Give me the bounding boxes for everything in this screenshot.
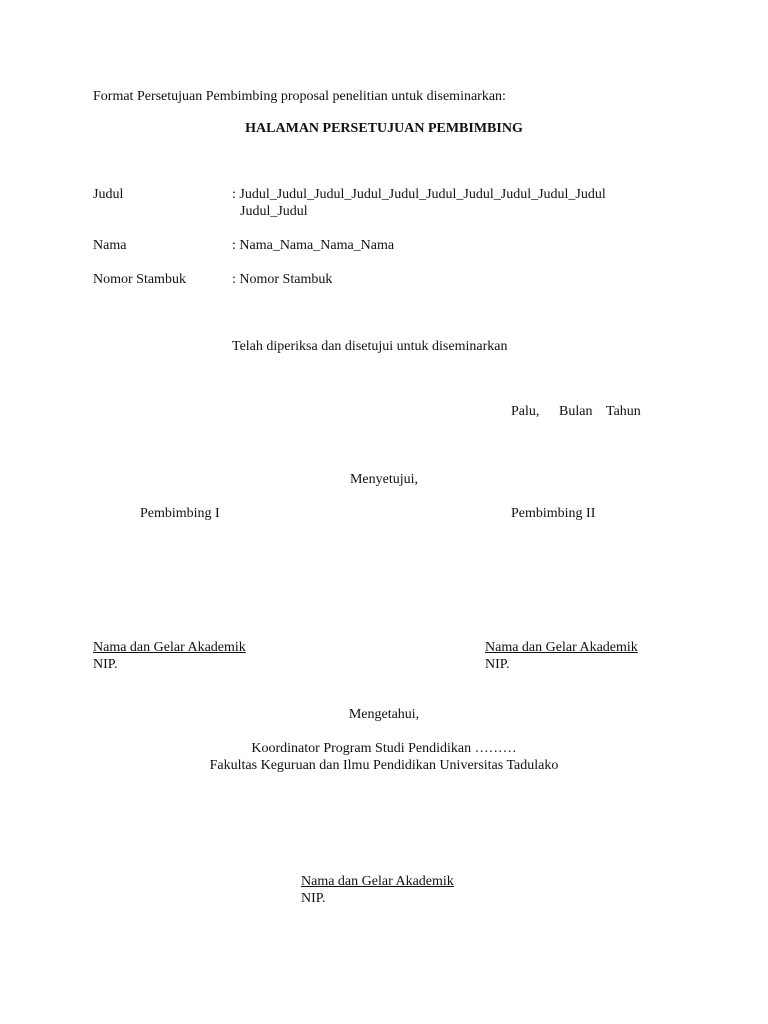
stambuk-value: : Nomor Stambuk (232, 272, 333, 287)
advisor1-nip: NIP. (93, 657, 118, 672)
place-text: Palu, (511, 404, 540, 419)
mengetahui-text: Mengetahui, (348, 707, 420, 722)
menyetujui-text: Menyetujui, (349, 472, 419, 487)
coordinator-name: Nama dan Gelar Akademik (301, 874, 454, 889)
nama-label: Nama (93, 238, 127, 253)
coordinator-line2: Fakultas Keguruan dan Ilmu Pendidikan Universitas Tadulako (209, 758, 559, 773)
advisor1-name: Nama dan Gelar Akademik (93, 640, 246, 655)
page-heading: HALAMAN PERSETUJUAN PEMBIMBING (245, 121, 523, 136)
approval-statement: Telah diperiksa dan disetujui untuk diseminarkan (232, 339, 508, 354)
nama-value: : Nama_Nama_Nama_Nama (232, 238, 395, 253)
judul-value-line1: : Judul_Judul_Judul_Judul_Judul_Judul_Judul_Judul_Judul_Judul (232, 187, 606, 202)
advisor2-title: Pembimbing II (511, 506, 596, 521)
judul-label: Judul (93, 187, 124, 202)
stambuk-label: Nomor Stambuk (93, 272, 186, 287)
year-text: Tahun (606, 404, 641, 419)
coordinator-line1: Koordinator Program Studi Pendidikan ……… (251, 741, 517, 756)
advisor2-nip: NIP. (485, 657, 510, 672)
advisor2-name: Nama dan Gelar Akademik (485, 640, 638, 655)
judul-value-line2: Judul_Judul (240, 204, 308, 219)
coordinator-nip: NIP. (301, 891, 326, 906)
intro-text: Format Persetujuan Pembimbing proposal penelitian untuk diseminarkan: (93, 89, 506, 104)
advisor1-title: Pembimbing I (140, 506, 220, 521)
month-text: Bulan (559, 404, 593, 419)
